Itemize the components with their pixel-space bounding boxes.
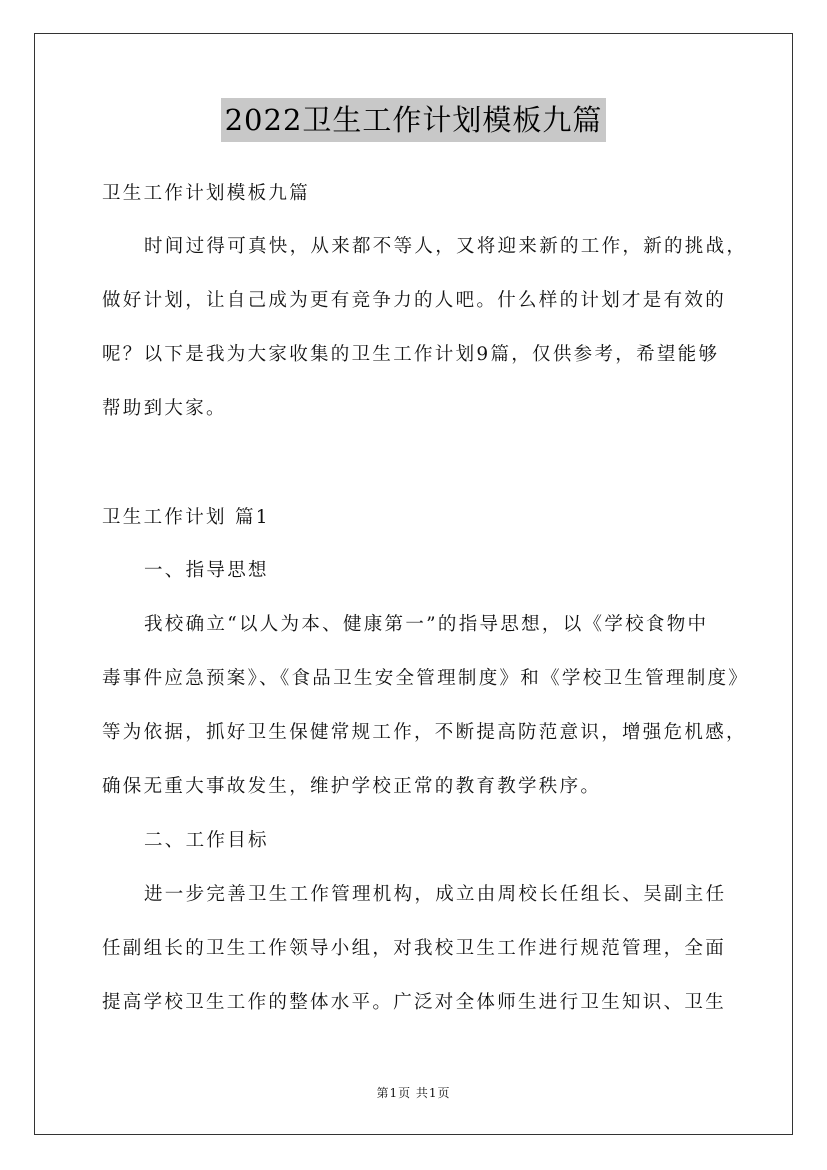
intro-line: 呢？以下是我为大家收集的卫生工作计划9篇，仅供参考，希望能够 [102,344,720,365]
paragraph-line: 毒事件应急预案》、《食品卫生安全管理制度》和《学校卫生管理制度》 [102,668,750,689]
subheading-guiding-ideology: 一、指导思想 [144,560,269,581]
document-subtitle: 卫生工作计划模板九篇 [102,183,311,204]
paragraph-line: 等为依据，抓好卫生保健常规工作，不断提高防范意识，增强危机感， [102,722,747,743]
paragraph-line: 我校确立“以人为本、健康第一”的指导思想，以《学校食物中 [144,614,709,635]
title-container [0,98,827,142]
intro-line: 做好计划，让自己成为更有竞争力的人吧。什么样的计划才是有效的 [102,290,727,311]
paragraph-line: 进一步完善卫生工作管理机构，成立由周校长任组长、吴副主任 [144,884,727,905]
section-heading: 卫生工作计划 篇1 [102,507,270,528]
paragraph-line: 任副组长的卫生工作领导小组，对我校卫生工作进行规范管理，全面 [102,938,727,959]
document-title: 2022卫生工作计划模板九篇 [221,98,607,142]
intro-line: 时间过得可真快，从来都不等人，又将迎来新的工作，新的挑战， [144,236,748,257]
paragraph-line: 确保无重大事故发生，维护学校正常的教育教学秩序。 [102,776,602,797]
page-footer: 第1页 共1页 [376,1086,451,1100]
subheading-work-goals: 二、工作目标 [144,830,269,851]
paragraph-line: 提高学校卫生工作的整体水平。广泛对全体师生进行卫生知识、卫生 [102,992,727,1013]
intro-line: 帮助到大家。 [102,398,227,419]
